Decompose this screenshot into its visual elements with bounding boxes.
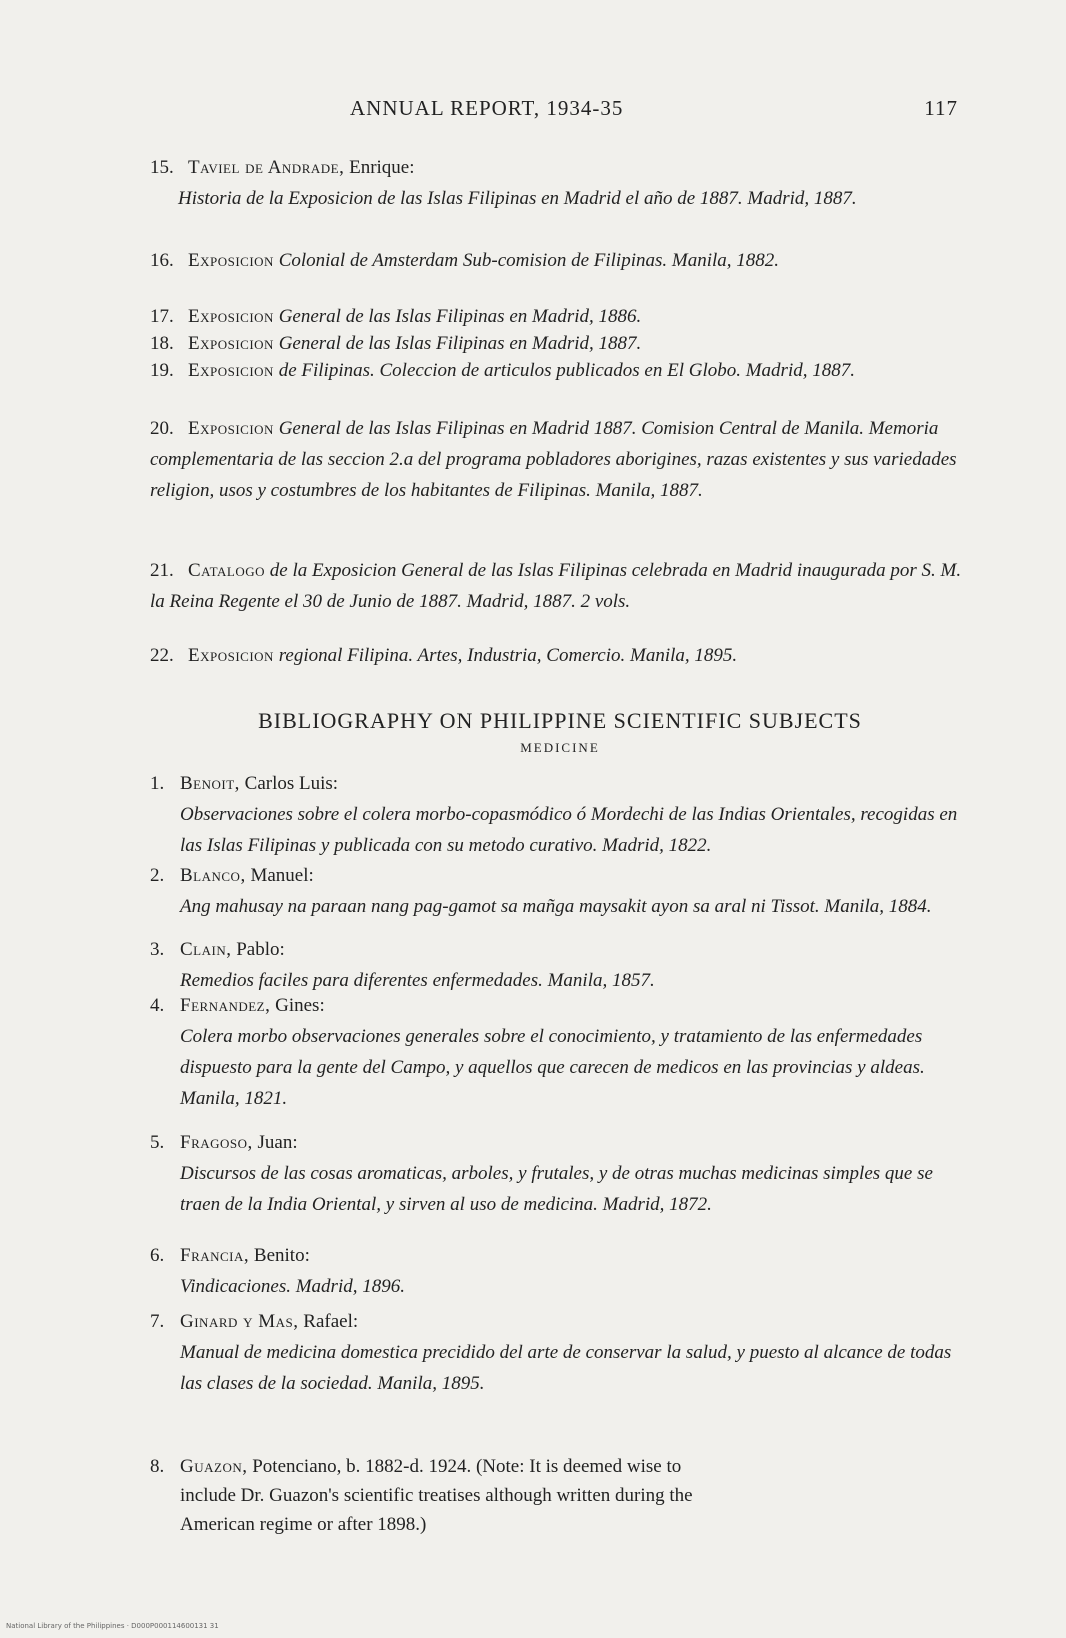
- med-entry-2: [150, 860, 970, 922]
- med-entry-6: [150, 1240, 970, 1302]
- page-number: 117: [924, 96, 958, 120]
- entry-number: 21.: [150, 560, 174, 581]
- entry-author-tail: Manuel:: [245, 865, 314, 886]
- entry-author: Fernandez,: [180, 995, 271, 1016]
- running-header: [150, 96, 958, 126]
- entry-work: Historia de la Exposicion de las Islas Filipinas en Madrid el año de 1887. Madrid, 1887.: [178, 188, 857, 209]
- entry-author: Exposicion: [188, 418, 274, 439]
- entry-number: 2.: [150, 865, 165, 886]
- entry-author-tail: Carlos Luis:: [239, 773, 339, 794]
- entry-work: Ang mahusay na paraan nang pag-gamot sa mañga maysakit ayon sa aral ni Tissot. Manila, 1884.: [180, 896, 932, 917]
- entry-author: Exposicion: [188, 360, 274, 381]
- entry-number: 6.: [150, 1245, 165, 1266]
- entry-title: de la Exposicion General de las Islas Filipinas celebrada en Madrid inaugurada por S. M. la Reina Regente el 30 de Junio de 1887. Madrid, 1887. 2 vols.: [150, 560, 962, 612]
- section-title: BIBLIOGRAPHY ON PHILIPPINE SCIENTIFIC SUBJECTS: [258, 708, 862, 733]
- med-entry-5: [150, 1127, 970, 1220]
- entry-author-tail: Juan:: [252, 1132, 298, 1153]
- bib-entry-21: [150, 555, 970, 617]
- entry-number: 20.: [150, 418, 174, 439]
- med-entry-7: [150, 1306, 970, 1399]
- entry-number: 17.: [150, 306, 174, 327]
- entry-number: 5.: [150, 1132, 165, 1153]
- bib-entry-19: [150, 355, 970, 386]
- entry-author-tail: Gines:: [270, 995, 325, 1016]
- entry-number: 18.: [150, 333, 174, 354]
- entry-author-tail: Rafael:: [298, 1311, 359, 1332]
- entry-work: Observaciones sobre el colera morbo-copasmódico ó Mordechi de las Indias Orientales, recogidas en las Islas Filipinas y publicada con su metodo curativo. Madrid, 1822.: [180, 804, 958, 856]
- report-title: ANNUAL REPORT, 1934-35: [350, 96, 624, 120]
- entry-work: Vindicaciones. Madrid, 1896.: [180, 1276, 405, 1297]
- entry-work: Remedios faciles para diferentes enfermedades. Manila, 1857.: [180, 970, 655, 991]
- entry-title: Colonial de Amsterdam Sub-comision de Filipinas. Manila, 1882.: [273, 250, 780, 271]
- bib-entry-20: [150, 413, 970, 506]
- bib-entry-16: [150, 245, 970, 276]
- entry-number: 22.: [150, 645, 174, 666]
- entry-title: General de las Islas Filipinas en Madrid 1887. Comision Central de Manila. Memoria complementaria de las seccion 2.a del programa pobladores aborigines, razas existentes y sus variedades religion, usos y costumbres de los habitantes de Filipinas. Manila, 1887.: [150, 418, 957, 501]
- entry-author-tail: Enrique:: [344, 157, 415, 178]
- entry-note-line: include Dr. Guazon's scientific treatises although written during the: [180, 1485, 693, 1506]
- entry-author: Clain,: [180, 939, 232, 960]
- entry-author: Blanco,: [180, 865, 246, 886]
- entry-number: 3.: [150, 939, 165, 960]
- entry-work: Discursos de las cosas aromaticas, arboles, y frutales, y de otras muchas medicinas simples que se traen de la India Oriental, y sirven al uso de medicina. Madrid, 1872.: [180, 1163, 933, 1215]
- section-subtitle: MEDICINE: [520, 740, 600, 755]
- entry-note-line: American regime or after 1898.): [180, 1514, 427, 1535]
- entry-work: Manual de medicina domestica precidido del arte de conservar la salud, y puesto al alcance de todas las clases de la sociedad. Manila, 1895.: [180, 1342, 952, 1394]
- entry-author: Taviel de Andrade,: [188, 157, 345, 178]
- entry-author-tail: Pablo:: [231, 939, 285, 960]
- library-imprint: National Library of the Philippines · D000P000114600131 31: [6, 1622, 219, 1630]
- med-entry-1: [150, 768, 970, 861]
- med-entry-3: [150, 934, 970, 996]
- entry-author-tail: Benito:: [249, 1245, 310, 1266]
- entry-author: Exposicion: [188, 250, 274, 271]
- entry-number: 1.: [150, 773, 165, 794]
- entry-number: 16.: [150, 250, 174, 271]
- entry-author: Exposicion: [188, 333, 274, 354]
- bib-entry-22: [150, 640, 970, 671]
- entry-note-line: Potenciano, b. 1882-d. 1924. (Note: It is deemed wise to: [247, 1456, 682, 1477]
- entry-author: Francia,: [180, 1245, 250, 1266]
- entry-author: Guazon,: [180, 1456, 248, 1477]
- entry-title: de Filipinas. Coleccion de articulos publicados en El Globo. Madrid, 1887.: [273, 360, 855, 381]
- entry-number: 4.: [150, 995, 165, 1016]
- entry-author: Ginard y Mas,: [180, 1311, 299, 1332]
- entry-number: 7.: [150, 1311, 165, 1332]
- entry-number: 15.: [150, 157, 174, 178]
- entry-number: 8.: [150, 1456, 165, 1477]
- med-entry-8: [150, 1452, 970, 1539]
- entry-number: 19.: [150, 360, 174, 381]
- med-entry-4: [150, 990, 970, 1114]
- entry-title: General de las Islas Filipinas en Madrid, 1886.: [273, 306, 642, 327]
- entry-author: Fragoso,: [180, 1132, 253, 1153]
- entry-author: Catalogo: [188, 560, 266, 581]
- entry-author: Benoit,: [180, 773, 240, 794]
- bib-entry-15: [150, 152, 970, 214]
- entry-author: Exposicion: [188, 645, 274, 666]
- entry-work: Colera morbo observaciones generales sobre el conocimiento, y tratamiento de las enfermedades dispuesto para la gente del Campo, y aquellos que carecen de medicos en las provincias y aldeas. Manila, 1821.: [180, 1026, 925, 1109]
- entry-author: Exposicion: [188, 306, 274, 327]
- entry-title: regional Filipina. Artes, Industria, Comercio. Manila, 1895.: [273, 645, 738, 666]
- entry-title: General de las Islas Filipinas en Madrid, 1887.: [273, 333, 642, 354]
